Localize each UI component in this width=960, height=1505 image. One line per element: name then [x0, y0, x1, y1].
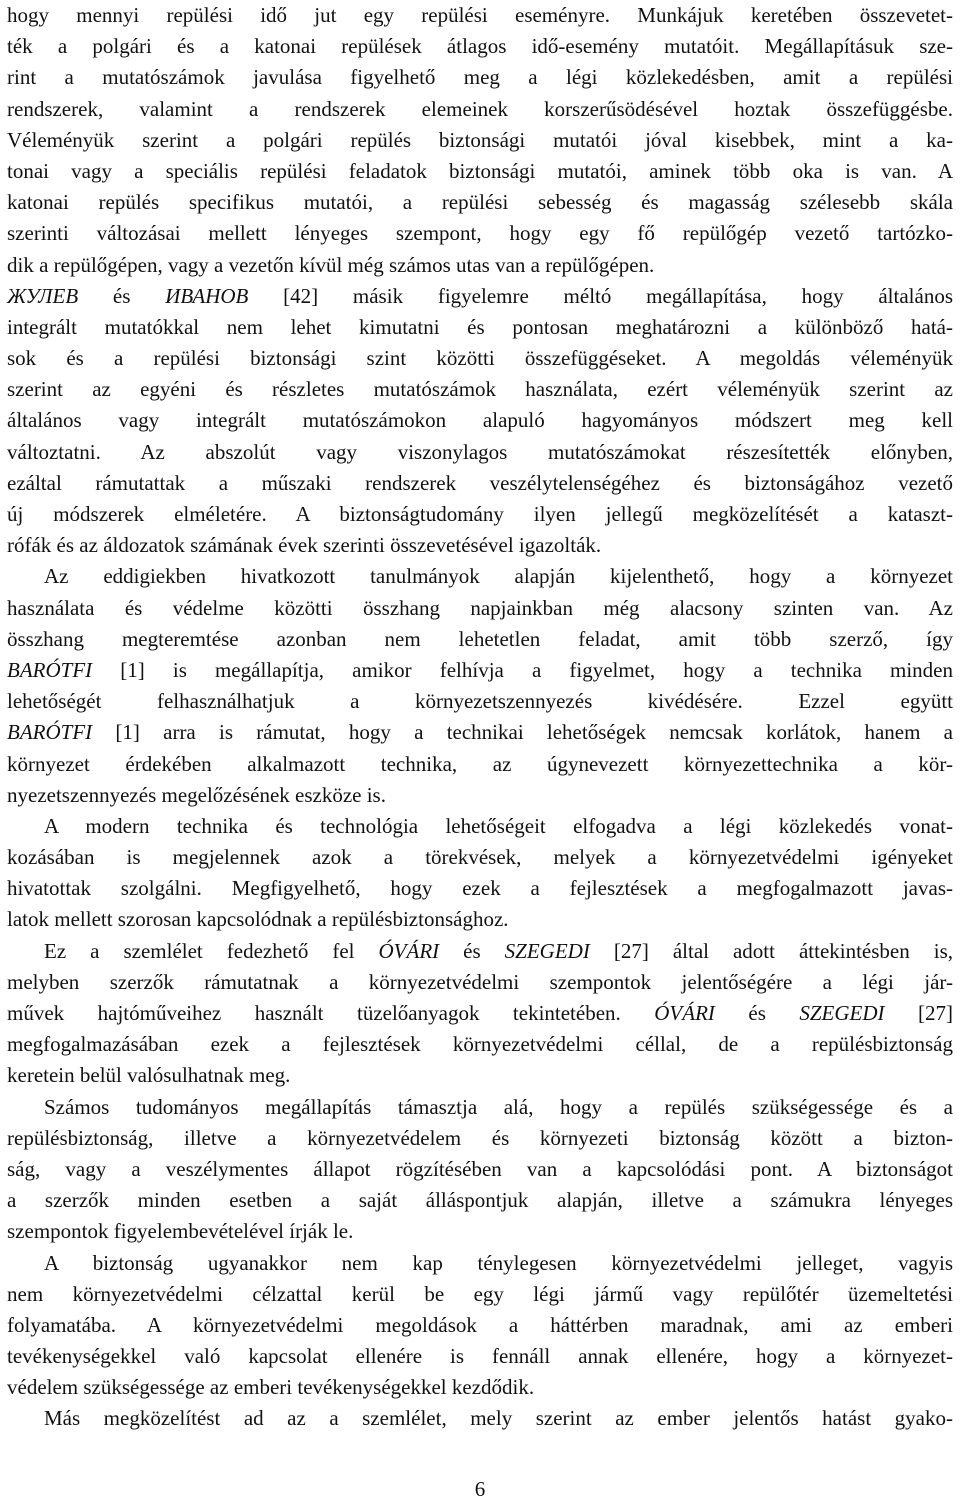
author-name: BARÓTFI [7, 720, 93, 745]
text-run: és [439, 938, 505, 963]
text-line: új módszerek elméletére. A biztonságtudomány ilyen jellegű megközelítését a kataszt- [7, 502, 953, 526]
text-line: ezáltal rámutattak a műszaki rendszerek veszélytelenségéhez és biztonságához vezető [7, 470, 953, 495]
text-line: dik a repülőgépen, vagy a vezetőn kívül még számos utas van a repülőgépen. [7, 252, 655, 277]
text-line: tonai vagy a speciális repülési feladatok biztonsági mutatói, aminek több oka is van. A [7, 158, 953, 183]
text-line [7, 717, 953, 748]
text-run: [1] is megállapítja, amikor felhívja a figyelmet, hogy a technika minden [92, 657, 953, 682]
text-line: latok mellett szorosan kapcsolódnak a repülésbiztonsághoz. [7, 907, 509, 932]
text-line: környezet érdekében alkalmazott technika, az úgynevezett környezettechnika a kör- [7, 751, 953, 776]
text-line: általános vagy integrált mutatószámokon alapuló hagyományos módszert meg kell [7, 408, 953, 433]
author-name: ÓVÁRI [378, 938, 440, 963]
text-line: megfogalmazásában ezek a fejlesztések környezetvédelmi céllal, de a repülésbiztonság [7, 1032, 953, 1057]
text-run: [27] [884, 1001, 953, 1025]
text-line: tevékenységekkel való kapcsolat ellenére is fennáll annak ellenére, hogy a környezet- [7, 1344, 953, 1369]
text-run: Ez a szemlélet fedezhető fel [44, 938, 379, 963]
text-line: nyezetszennyezés megelőzésének eszköze is. [7, 782, 386, 807]
text-line: nem környezetvédelmi célzattal kerül be egy légi jármű vagy repülőtér üzemeltetési [7, 1281, 953, 1306]
text-line: sok és a repülési biztonsági szint közötti összefüggéseket. A megoldás véleményük [7, 346, 953, 371]
text-line: rendszerek, valamint a rendszerek elemeinek korszerűsödésével hoztak összefüggésbe. [7, 96, 953, 121]
text-line: rint a mutatószámok javulása figyelhető meg a légi közlekedésben, amit a repülési [7, 65, 953, 90]
text-line: Az eddigiekben hivatkozott tanulmányok alapján kijelenthető, hogy a környezet [44, 564, 953, 589]
text-line: Más megközelítést ad az a szemlélet, mely szerint az ember jelentős hatást gyako- [44, 1406, 953, 1431]
text-line: repülésbiztonság, illetve a környezetvédelem és környezeti biztonság között a bizton- [7, 1125, 953, 1150]
text-line: szerint az egyéni és részletes mutatószámok használata, ezért véleményük szerint az [7, 377, 953, 402]
text-run: és [78, 283, 166, 308]
text-line [7, 655, 953, 686]
author-name: ИВАНОВ [165, 283, 249, 308]
author-name: SZEGEDI [799, 1001, 885, 1025]
author-name: ЖУЛЕВ [7, 283, 79, 308]
text-line: integrált mutatókkal nem lehet kimutatni és pontosan meghatározni a különböző hatá- [7, 314, 953, 339]
text-line [7, 936, 953, 967]
document-body [7, 0, 953, 1435]
text-line: használata és védelme közötti összhang napjainkban még alacsony szinten van. Az [7, 595, 953, 620]
text-line: védelem szükségessége az emberi tevékenységekkel kezdődik. [7, 1375, 535, 1400]
text-line: ték a polgári és a katonai repülések átlagos idő-esemény mutatóit. Megállapításuk sze- [7, 34, 953, 59]
text-line: lehetőségét felhasználhatjuk a környezetszennyezés kivédésére. Ezzel együtt [7, 689, 953, 714]
author-name: SZEGEDI [504, 938, 590, 963]
text-line: A biztonság ugyanakkor nem kap ténylegesen környezetvédelmi jelleget, vagyis [44, 1250, 953, 1275]
text-line: keretein belül valósulhatnak meg. [7, 1063, 291, 1088]
text-line: változtatni. Az abszolút vagy viszonylagos mutatószámokat részesítették előnyben, [7, 439, 953, 464]
text-line: Véleményük szerint a polgári repülés biztonsági mutatói jóval kisebbek, mint a ka- [7, 127, 953, 152]
text-line: A modern technika és technológia lehetőségeit elfogadva a légi közlekedés vonat- [44, 813, 953, 838]
text-line [7, 281, 953, 312]
text-line: hogy mennyi repülési idő jut egy repülési eseményre. Munkájuk keretében összevetet- [7, 3, 953, 27]
text-line: Számos tudományos megállapítás támasztja alá, hogy a repülés szükségessége és a [44, 1094, 953, 1119]
text-line: ság, vagy a veszélymentes állapot rögzítésében van a kapcsolódási pont. A biztonságot [7, 1156, 953, 1181]
text-run: [42] másik figyelemre méltó megállapítása, hogy általános [248, 283, 953, 308]
text-run: [1] arra is rámutat, hogy a technikai lehetőségek nemcsak korlátok, hanem a [92, 720, 953, 745]
text-line: a szerzők minden esetben a saját álláspontjuk alapján, illetve a számukra lényeges [7, 1188, 953, 1213]
author-name: BARÓTFI [7, 657, 93, 682]
text-run: és [714, 1001, 800, 1025]
text-line: folyamatába. A környezetvédelmi megoldások a háttérben maradnak, ami az emberi [7, 1312, 953, 1337]
text-line: kozásában is megjelennek azok a törekvések, melyek a környezetvédelmi igényeket [7, 845, 953, 870]
author-name: ÓVÁRI [654, 1001, 715, 1025]
text-line: katonai repülés specifikus mutatói, a repülési sebesség és magasság szélesebb skála [7, 190, 953, 215]
text-line: rófák és az áldozatok számának évek szerinti összevetésével igazolták. [7, 533, 602, 558]
text-run: művek hajtóműveihez használt tüzelőanyagok tekintetében. [7, 1001, 655, 1025]
text-line: melyben szerzők rámutatnak a környezetvédelmi szempontok jelentőségére a légi jár- [7, 969, 953, 994]
text-line [7, 998, 953, 1029]
page-number: 6 [474, 1477, 486, 1501]
text-run: [27] által adott áttekintésben is, [589, 938, 954, 963]
text-line: szerinti változásai mellett lényeges szempont, hogy egy fő repülőgép vezető tartózko- [7, 221, 953, 246]
text-line: szempontok figyelembevételével írják le. [7, 1219, 354, 1244]
text-line: összhang megteremtése azonban nem lehetetlen feladat, amit több szerző, így [7, 626, 953, 651]
text-line: hivatottak szolgálni. Megfigyelhető, hogy ezek a fejlesztések a megfogalmazott javas- [7, 876, 953, 901]
